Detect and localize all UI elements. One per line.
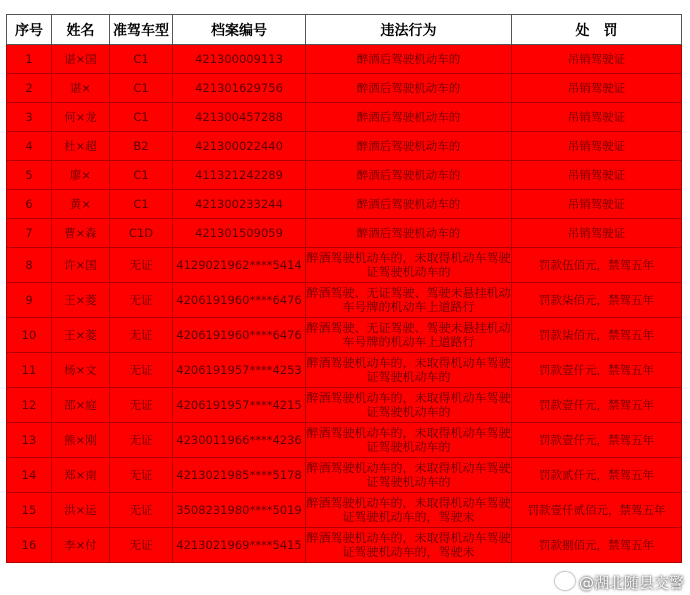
table-row [7, 388, 682, 423]
row-license-type: C1 [110, 190, 173, 219]
row-violation: 醉酒驾驶机动车的，未取得机动车驾驶证驾驶机动车的，驾驶未 [306, 528, 512, 563]
row-license-type: 无证 [110, 423, 173, 458]
row-license-type: C1 [110, 103, 173, 132]
row-name: 谌× [52, 74, 110, 103]
table-row [7, 493, 682, 528]
row-violation: 醉酒后驾驶机动车的 [306, 190, 512, 219]
row-number: 8 [7, 248, 52, 283]
row-file-number: 4206191957****4215 [173, 388, 306, 423]
row-penalty: 吊销驾驶证 [512, 74, 682, 103]
row-violation: 醉酒后驾驶机动车的 [306, 219, 512, 248]
row-file-number: 421301509059 [173, 219, 306, 248]
row-name: 邵×庭 [52, 388, 110, 423]
row-violation: 醉酒后驾驶机动车的 [306, 161, 512, 190]
row-penalty: 罚款伍佰元，禁驾五年 [512, 248, 682, 283]
row-violation: 醉酒驾驶、无证驾驶、驾驶未悬挂机动车号牌的机动车上道路行 [306, 318, 512, 353]
row-penalty: 罚款柒佰元，禁驾五年 [512, 318, 682, 353]
violation-table-container [6, 14, 682, 563]
row-file-number: 4206191960****6476 [173, 283, 306, 318]
row-number: 2 [7, 74, 52, 103]
row-name: 王×菱 [52, 283, 110, 318]
row-name: 黄× [52, 190, 110, 219]
row-name: 曹×森 [52, 219, 110, 248]
row-name: 洪×运 [52, 493, 110, 528]
header-penalty: 处 罚 [512, 15, 682, 45]
row-number: 14 [7, 458, 52, 493]
row-number: 11 [7, 353, 52, 388]
table-row [7, 283, 682, 318]
row-file-number: 421300233244 [173, 190, 306, 219]
table-row [7, 353, 682, 388]
row-violation: 醉酒驾驶机动车的，未取得机动车驾驶证驾驶机动车的 [306, 353, 512, 388]
row-license-type: 无证 [110, 318, 173, 353]
row-violation: 醉酒驾驶、无证驾驶、驾驶未悬挂机动车号牌的机动车上道路行 [306, 283, 512, 318]
row-penalty: 罚款柒佰元，禁驾五年 [512, 283, 682, 318]
row-license-type: B2 [110, 132, 173, 161]
row-number: 6 [7, 190, 52, 219]
row-number: 12 [7, 388, 52, 423]
row-file-number: 3508231980****5019 [173, 493, 306, 528]
table-row [7, 423, 682, 458]
row-file-number: 4129021962****5414 [173, 248, 306, 283]
row-license-type: 无证 [110, 458, 173, 493]
row-file-number: 4206191960****6476 [173, 318, 306, 353]
row-name: 谌×国 [52, 45, 110, 74]
row-penalty: 吊销驾驶证 [512, 190, 682, 219]
table-row [7, 248, 682, 283]
table-row [7, 161, 682, 190]
row-number: 10 [7, 318, 52, 353]
table-row [7, 190, 682, 219]
row-penalty: 罚款壹仟贰佰元，禁驾五年 [512, 493, 682, 528]
row-number: 13 [7, 423, 52, 458]
row-violation: 醉酒驾驶机动车的，未取得机动车驾驶证驾驶机动车的 [306, 388, 512, 423]
watermark-text: @湖北随县交警 [578, 574, 684, 592]
row-file-number: 4206191957****4253 [173, 353, 306, 388]
row-name: 许×国 [52, 248, 110, 283]
row-license-type: C1 [110, 74, 173, 103]
row-penalty: 吊销驾驶证 [512, 132, 682, 161]
row-license-type: 无证 [110, 283, 173, 318]
row-penalty: 罚款捌佰元，禁驾五年 [512, 528, 682, 563]
header-file-number: 档案编号 [173, 15, 306, 45]
row-name: 李×付 [52, 528, 110, 563]
row-violation: 醉酒驾驶机动车的，未取得机动车驾驶证驾驶机动车的，驾驶未 [306, 493, 512, 528]
table-row [7, 74, 682, 103]
table-header-row [7, 15, 682, 45]
row-number: 16 [7, 528, 52, 563]
table-row [7, 318, 682, 353]
row-file-number: 4213021985****5178 [173, 458, 306, 493]
row-file-number: 421300009113 [173, 45, 306, 74]
row-number: 15 [7, 493, 52, 528]
row-file-number: 4230011966****4236 [173, 423, 306, 458]
row-file-number: 4213021969****5415 [173, 528, 306, 563]
table-row [7, 45, 682, 74]
row-license-type: C1D [110, 219, 173, 248]
row-license-type: 无证 [110, 388, 173, 423]
row-name: 杜×超 [52, 132, 110, 161]
row-penalty: 吊销驾驶证 [512, 161, 682, 190]
header-license-type: 准驾车型 [110, 15, 173, 45]
header-name: 姓名 [52, 15, 110, 45]
row-penalty: 罚款贰仟元，禁驾五年 [512, 458, 682, 493]
row-penalty: 罚款壹仟元，禁驾五年 [512, 388, 682, 423]
table-row [7, 528, 682, 563]
row-name: 何×龙 [52, 103, 110, 132]
row-violation: 醉酒后驾驶机动车的 [306, 132, 512, 161]
row-number: 1 [7, 45, 52, 74]
row-violation: 醉酒后驾驶机动车的 [306, 103, 512, 132]
row-name: 王×菱 [52, 318, 110, 353]
table-row [7, 103, 682, 132]
table-row [7, 458, 682, 493]
row-license-type: C1 [110, 45, 173, 74]
row-penalty: 罚款壹仟元，禁驾五年 [512, 423, 682, 458]
row-violation: 醉酒后驾驶机动车的 [306, 74, 512, 103]
header-violation: 违法行为 [306, 15, 512, 45]
row-license-type: 无证 [110, 493, 173, 528]
row-number: 3 [7, 103, 52, 132]
row-file-number: 421301629756 [173, 74, 306, 103]
row-file-number: 421300022440 [173, 132, 306, 161]
row-number: 5 [7, 161, 52, 190]
row-penalty: 罚款壹仟元，禁驾五年 [512, 353, 682, 388]
row-license-type: C1 [110, 161, 173, 190]
row-license-type: 无证 [110, 353, 173, 388]
table-body [7, 45, 682, 563]
violation-table [6, 14, 682, 563]
row-penalty: 吊销驾驶证 [512, 219, 682, 248]
row-penalty: 吊销驾驶证 [512, 45, 682, 74]
row-violation: 醉酒驾驶机动车的，未取得机动车驾驶证驾驶机动车的 [306, 248, 512, 283]
weibo-icon [555, 572, 575, 590]
watermark [555, 572, 684, 593]
row-number: 9 [7, 283, 52, 318]
table-row [7, 132, 682, 161]
row-violation: 醉酒后驾驶机动车的 [306, 45, 512, 74]
row-license-type: 无证 [110, 528, 173, 563]
row-file-number: 411321242289 [173, 161, 306, 190]
row-name: 廖× [52, 161, 110, 190]
row-name: 郑×南 [52, 458, 110, 493]
row-name: 熊×刚 [52, 423, 110, 458]
table-row [7, 219, 682, 248]
row-violation: 醉酒驾驶机动车的，未取得机动车驾驶证驾驶机动车的 [306, 423, 512, 458]
row-number: 4 [7, 132, 52, 161]
row-violation: 醉酒驾驶机动车的，未取得机动车驾驶证驾驶机动车的 [306, 458, 512, 493]
header-no: 序号 [7, 15, 52, 45]
row-file-number: 421300457288 [173, 103, 306, 132]
row-name: 杨×文 [52, 353, 110, 388]
row-penalty: 吊销驾驶证 [512, 103, 682, 132]
row-license-type: 无证 [110, 248, 173, 283]
row-number: 7 [7, 219, 52, 248]
